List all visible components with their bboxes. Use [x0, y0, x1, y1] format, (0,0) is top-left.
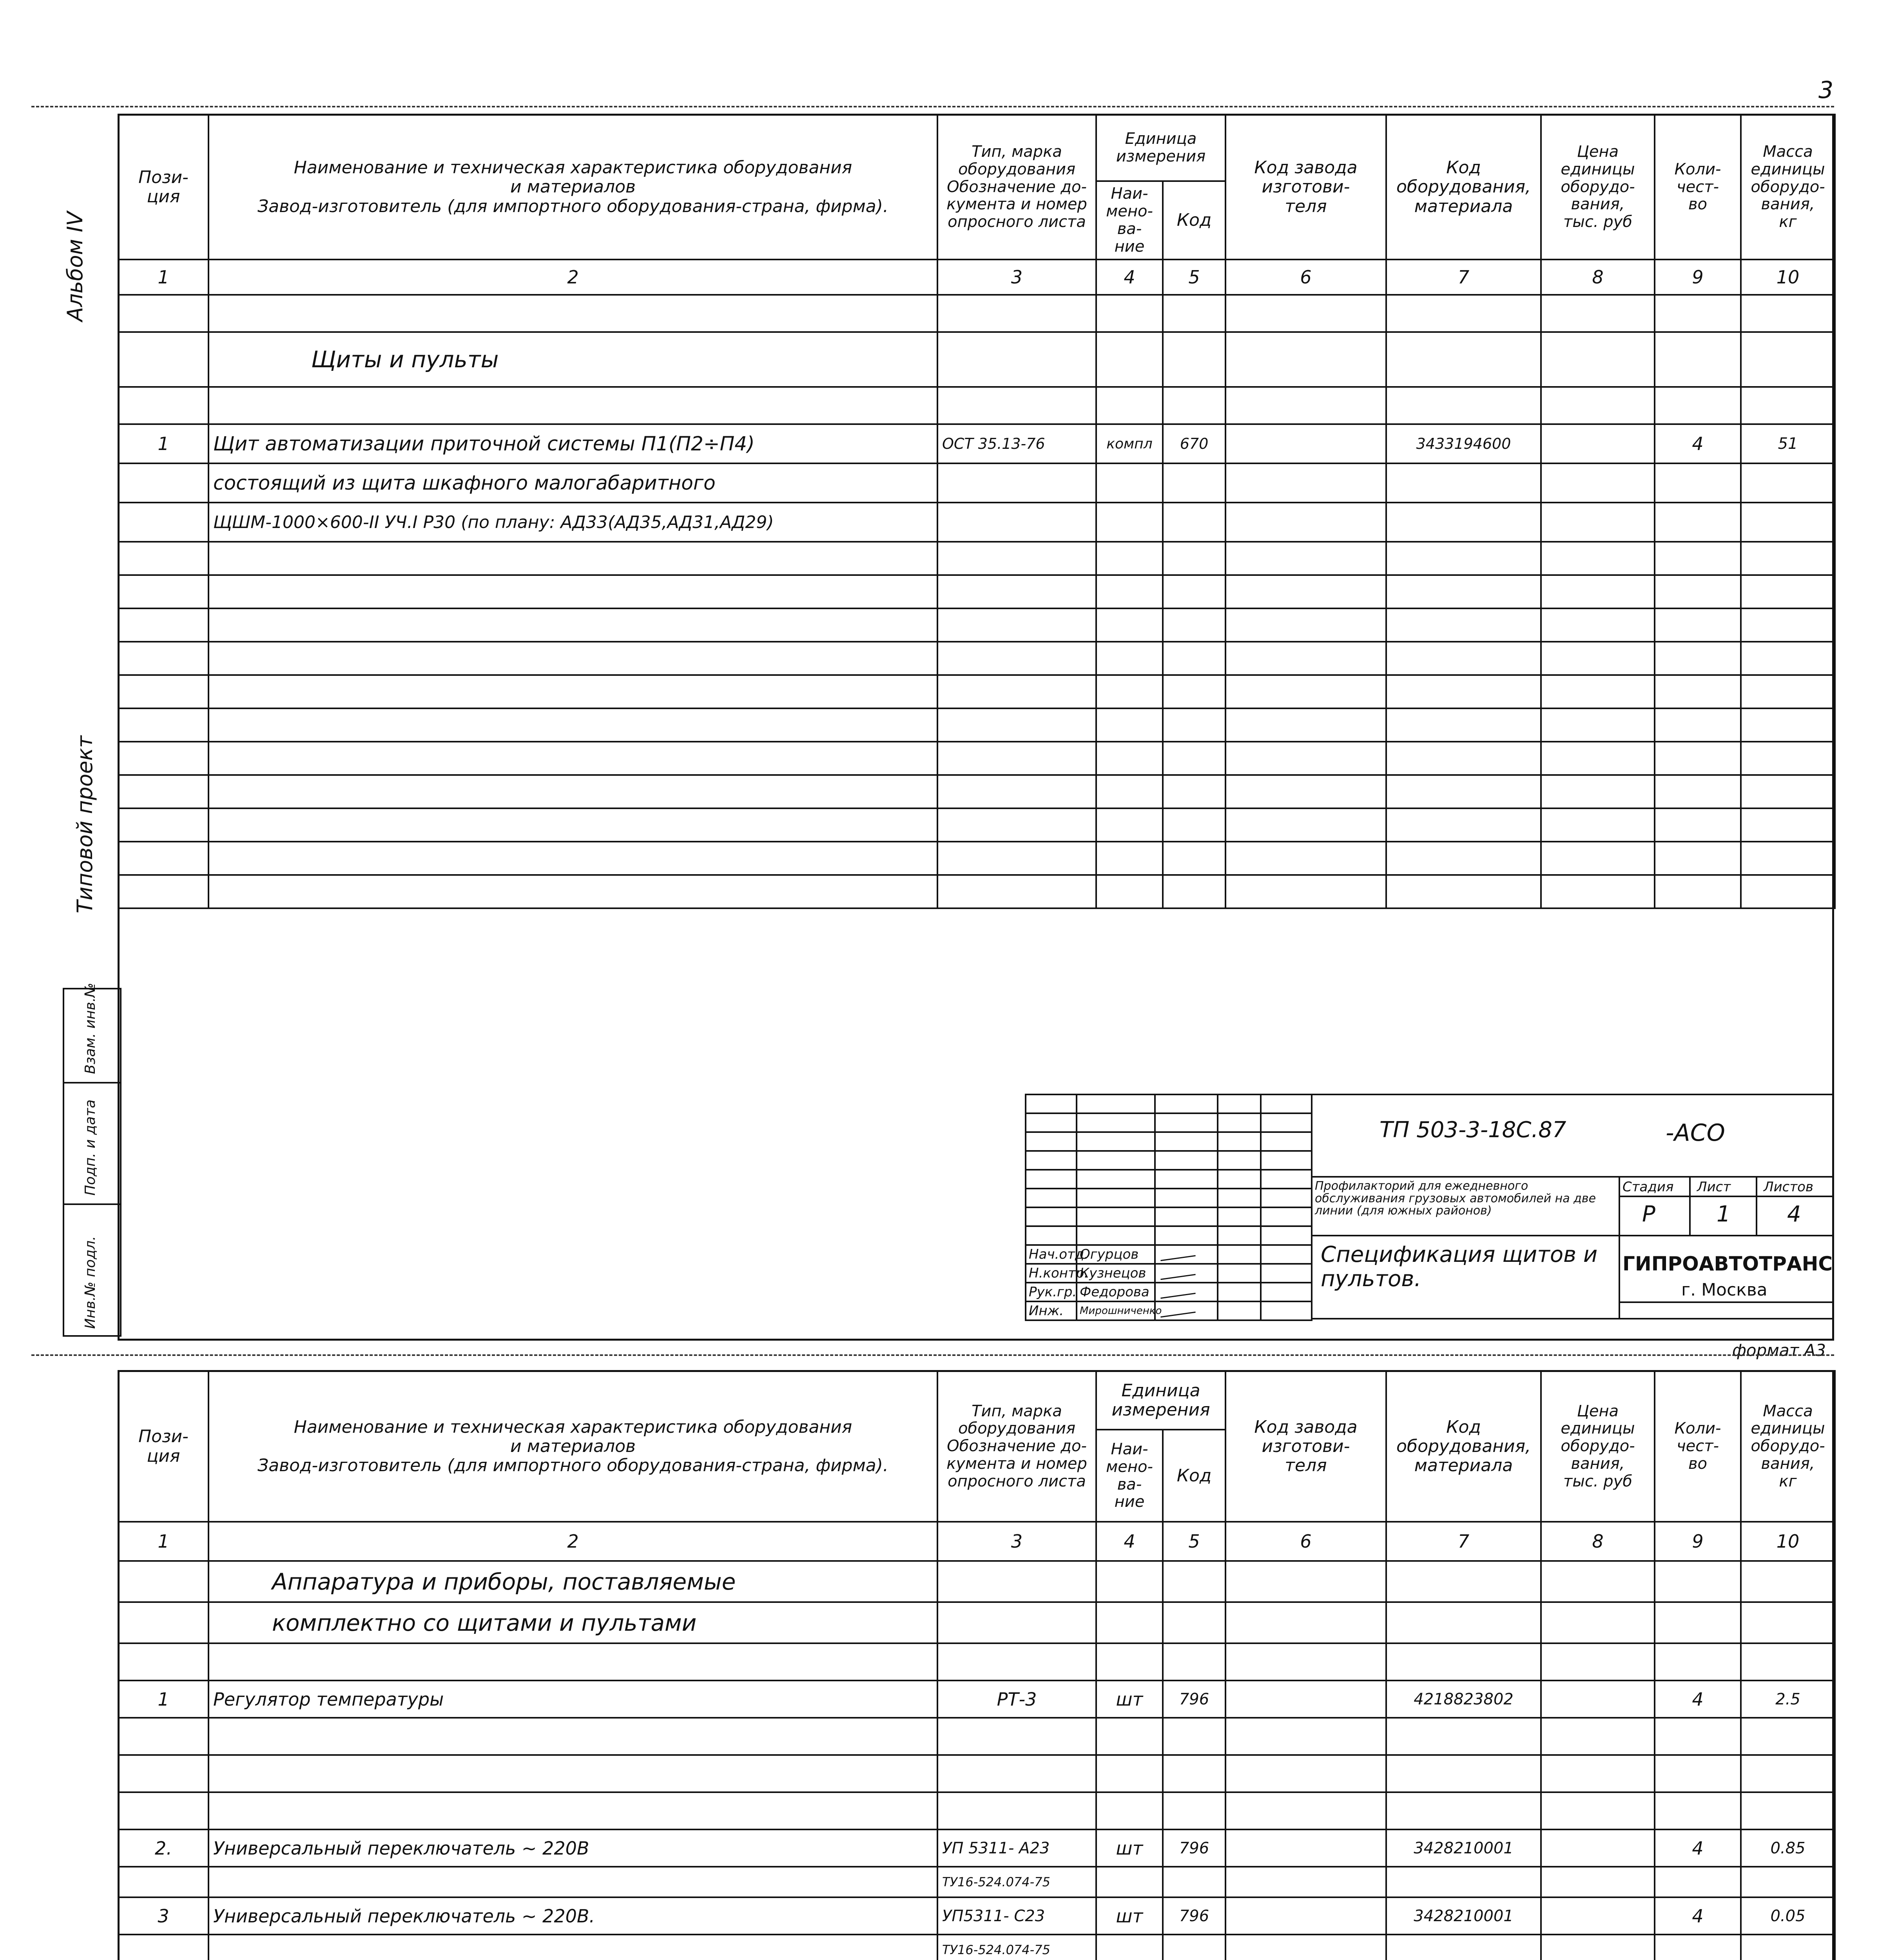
row-type-doc: ТУ16-524.074-75: [937, 1867, 1096, 1897]
sig-mark: [1155, 1283, 1218, 1301]
title-vdivider: [1619, 1176, 1620, 1319]
section-title: Аппаратура и приборы, поставляемые: [208, 1561, 937, 1602]
colnum: 1: [118, 260, 208, 295]
header-name: Наименование и техническая характеристика оборудования и материалов Завод-изготовитель (для импортного оборудования-страна, фирма).: [208, 1371, 937, 1522]
sig-mark: [1155, 1264, 1218, 1283]
row-unit-code: 796: [1163, 1897, 1225, 1935]
title-vdivider: [1689, 1176, 1691, 1235]
row-equipment-code: 3433194600: [1386, 424, 1541, 463]
signature-row: [1026, 1245, 1312, 1264]
sig-name: Кузнецов: [1077, 1264, 1155, 1283]
table-row: [118, 1897, 1835, 1935]
title-doc-suffix: -АСО: [1666, 1119, 1725, 1147]
title-sheet-label: Лист: [1697, 1179, 1731, 1195]
table-row: [118, 1829, 1835, 1867]
row-pos: 1: [118, 1681, 208, 1718]
title-divider: [1311, 1235, 1834, 1236]
header-unit-code: Код: [1163, 1430, 1225, 1522]
sheet1-spec-table: [118, 114, 1836, 909]
colnum: 7: [1386, 260, 1541, 295]
row-unit-code: 670: [1163, 424, 1225, 463]
row-name: Щит автоматизации приточной системы П1(П2÷П4): [208, 424, 937, 463]
sig-mark: [1155, 1301, 1218, 1320]
row-unit-code: 796: [1163, 1681, 1225, 1718]
title-doc-code: ТП 503-3-18С.87: [1380, 1117, 1566, 1143]
header-quantity: Коли- чест- во: [1655, 114, 1741, 260]
row-mass: 0.05: [1741, 1897, 1835, 1935]
signature-row: [1026, 1264, 1312, 1283]
row-equipment-code: 4218823802: [1386, 1681, 1541, 1718]
row-name: Универсальный переключатель ~ 220В.: [208, 1897, 937, 1935]
row-name: Универсальный переключатель ~ 220В: [208, 1829, 937, 1867]
sheet1-signature-grid: [1025, 1094, 1312, 1321]
title-org: ГИПРОАВТОТРАНС: [1622, 1252, 1833, 1275]
row-unit-name: шт: [1096, 1897, 1163, 1935]
header-position: Пози- ция: [118, 114, 208, 260]
sig-name: Федорова: [1077, 1283, 1155, 1301]
title-divider: [1619, 1301, 1834, 1303]
format-label: формат A3: [1732, 1341, 1826, 1360]
sig-name: Мирошниченко: [1077, 1301, 1155, 1320]
header-quantity: Коли- чест- во: [1655, 1371, 1741, 1522]
header-mass: Масса единицы оборудо-вания, кг: [1741, 1371, 1835, 1522]
header-factory-code: Код завода изготови- теля: [1225, 114, 1386, 260]
section-title: Щиты и пульты: [208, 332, 937, 387]
colnum: 8: [1541, 260, 1655, 295]
header-unit-name: Наи- мено- ва- ние: [1096, 181, 1163, 260]
header-equipment-code: Код оборудования, материала: [1386, 1371, 1541, 1522]
row-type: УП5311- С23: [937, 1897, 1096, 1935]
sig-role: Рук.гр.: [1026, 1283, 1077, 1301]
header-type: Тип, марка оборудования Обозначение до-кумента и номер опросного листа: [937, 114, 1096, 260]
row-unit-code: 796: [1163, 1829, 1225, 1867]
colnum: 2: [208, 1522, 937, 1561]
header-equipment-code: Код оборудования, материала: [1386, 114, 1541, 260]
row-unit-name: шт: [1096, 1829, 1163, 1867]
header-unit-name: Наи- мено- ва- ние: [1096, 1430, 1163, 1522]
sig-mark: [1155, 1245, 1218, 1264]
colnum: 4: [1096, 1522, 1163, 1561]
row-factory-code: [1225, 424, 1386, 463]
side-stamp-divider: [63, 1203, 121, 1205]
row-pos: 2.: [118, 1829, 208, 1867]
side-stamp-divider: [63, 1082, 121, 1083]
colnum: 2: [208, 260, 937, 295]
row-type: УП 5311- А23: [937, 1829, 1096, 1867]
row-pos: 3: [118, 1897, 208, 1935]
side-label-album: Альбом IV: [63, 211, 87, 321]
row-type: РТ-3: [937, 1681, 1096, 1718]
signature-row: [1026, 1283, 1312, 1301]
side-label-typical-project: Типовой проект: [73, 735, 97, 913]
colnum: 3: [937, 1522, 1096, 1561]
row-mass: 2.5: [1741, 1681, 1835, 1718]
header-price: Цена единицы оборудо-вания, тыс. руб: [1541, 1371, 1655, 1522]
sig-name: Огурцов: [1077, 1245, 1155, 1264]
section-title-cont: комплектно со щитами и пультами: [208, 1602, 937, 1643]
table-row: [118, 424, 1835, 463]
sig-role: Инж.: [1026, 1301, 1077, 1320]
side-stamp-label: Инв.№ подл.: [82, 1236, 98, 1329]
header-unit-group: Единица измерения: [1096, 114, 1225, 181]
colnum: 9: [1655, 260, 1741, 295]
header-factory-code: Код завода изготови- теля: [1225, 1371, 1386, 1522]
colnum: 5: [1163, 260, 1225, 295]
header-mass: Масса единицы оборудо-вания, кг: [1741, 114, 1835, 260]
title-stage-label: Стадия: [1622, 1179, 1674, 1195]
colnum: 4: [1096, 260, 1163, 295]
header-unit-group: Единица измерения: [1096, 1371, 1225, 1430]
colnum: 1: [118, 1522, 208, 1561]
row-name-cont: ЩШМ-1000×600-II УЧ.I Р30 (по плану: АД33(АД35,АД31,АД29): [208, 503, 937, 542]
row-quantity: 4: [1655, 1829, 1741, 1867]
row-equipment-code: 3428210001: [1386, 1829, 1541, 1867]
header-price: Цена единицы оборудо-вания, тыс. руб: [1541, 114, 1655, 260]
colnum: 7: [1386, 1522, 1541, 1561]
colnum: 8: [1541, 1522, 1655, 1561]
title-sheets-label: Листов: [1764, 1179, 1814, 1195]
row-quantity: 4: [1655, 1681, 1741, 1718]
row-equipment-code: 3428210001: [1386, 1897, 1541, 1935]
colnum: 10: [1741, 260, 1835, 295]
row-quantity: 4: [1655, 424, 1741, 463]
top-dash-line: [31, 106, 1834, 107]
side-stamp-label: Взам. инв.№: [82, 983, 98, 1074]
row-unit-name: компл: [1096, 424, 1163, 463]
colnum: 10: [1741, 1522, 1835, 1561]
colnum: 6: [1225, 260, 1386, 295]
corner-sheet-number: 3: [1818, 76, 1834, 104]
side-stamp-label: Подп. и дата: [82, 1099, 98, 1196]
sig-role: Нач.отд.: [1026, 1245, 1077, 1264]
colnum: 9: [1655, 1522, 1741, 1561]
title-doc-title: Спецификация щитов и пультов.: [1321, 1242, 1598, 1292]
row-name-cont: состоящий из щита шкафного малогабаритного: [208, 463, 937, 503]
header-unit-code: Код: [1163, 181, 1225, 260]
colnum: 3: [937, 260, 1096, 295]
row-quantity: 4: [1655, 1897, 1741, 1935]
title-sheet: 1: [1717, 1201, 1731, 1227]
title-vdivider: [1756, 1176, 1757, 1235]
separator-line: [31, 1354, 1834, 1356]
colnum: 5: [1163, 1522, 1225, 1561]
sheet2-spec-table: [118, 1370, 1836, 1960]
colnum: 6: [1225, 1522, 1386, 1561]
header-position: Пози- ция: [118, 1371, 208, 1522]
row-type: ОСТ 35.13-76: [937, 424, 1096, 463]
title-project-desc: Профилакторий для ежедневного обслуживания грузовых автомобилей на две линии (для южных районов): [1315, 1179, 1596, 1218]
table-row: [118, 1681, 1835, 1718]
title-sheets: 4: [1787, 1201, 1801, 1227]
title-city: г. Москва: [1681, 1280, 1767, 1300]
row-name: Регулятор температуры: [208, 1681, 937, 1718]
title-divider: [1619, 1196, 1834, 1197]
row-mass: 0.85: [1741, 1829, 1835, 1867]
sig-role: Н.контр.: [1026, 1264, 1077, 1283]
header-name: Наименование и техническая характеристика оборудования и материалов Завод-изготовитель (для импортного оборудования-страна, фирма).: [208, 114, 937, 260]
row-type-doc: ТУ16-524.074-75: [937, 1935, 1096, 1960]
title-stage: Р: [1642, 1201, 1655, 1227]
signature-row: [1026, 1301, 1312, 1320]
row-unit-name: шт: [1096, 1681, 1163, 1718]
row-price: [1541, 424, 1655, 463]
header-type: Тип, марка оборудования Обозначение до-кумента и номер опросного листа: [937, 1371, 1096, 1522]
row-pos: 1: [118, 424, 208, 463]
row-mass: 51: [1741, 424, 1835, 463]
